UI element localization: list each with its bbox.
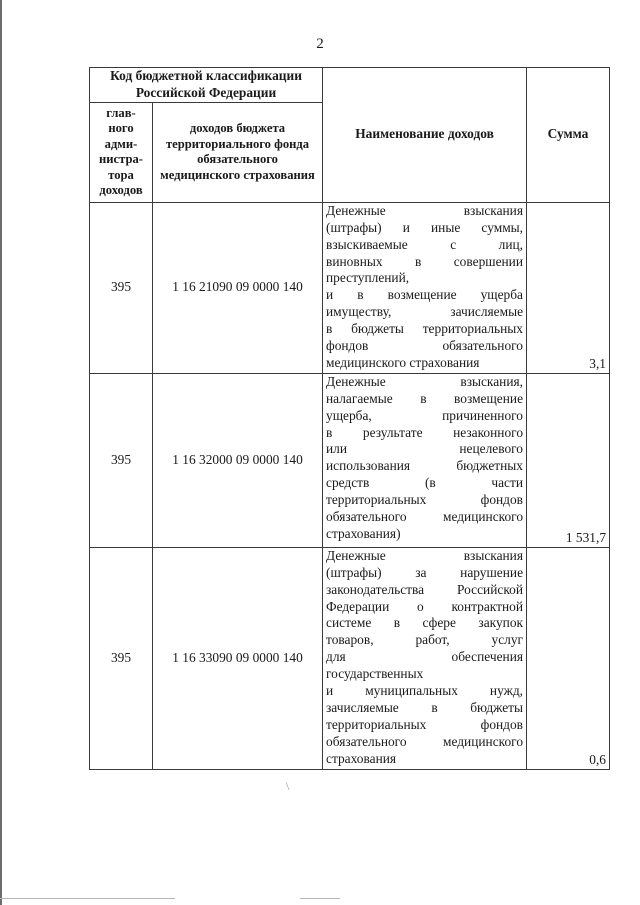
income-name-line: территориальных фондов <box>326 716 524 732</box>
income-name-cell <box>323 547 527 769</box>
income-name-cell <box>323 373 527 547</box>
income-name-line: государственных <box>326 666 424 682</box>
income-name-line: страхования) <box>326 525 401 541</box>
income-name-line: ущерба, причиненного <box>326 407 524 423</box>
header-amount: Сумма <box>527 68 610 203</box>
income-name-line: законодательства Российской <box>326 581 524 597</box>
header-chief-administrator: глав- ного адми- нистра- тора доходов <box>90 102 153 202</box>
header-income-code: доходов бюджета территориального фонда обязательного медицинского страхования <box>153 102 323 202</box>
income-name-line: в бюджеты территориальных <box>326 321 524 337</box>
scan-artifact: \ <box>286 779 290 793</box>
income-name-line: Денежные взыскания <box>326 547 524 563</box>
income-code-cell: 1 16 32000 09 0000 140 <box>153 373 323 547</box>
scan-left-edge <box>0 0 2 905</box>
income-name-line: территориальных фондов <box>326 492 524 508</box>
page-number: 2 <box>316 36 324 52</box>
income-name-line: Денежные взыскания <box>326 202 524 218</box>
income-code-cell: 1 16 21090 09 0000 140 <box>153 202 323 373</box>
amount-cell: 1 531,7 <box>527 373 610 547</box>
income-name-line: товаров, работ, услуг <box>326 632 524 648</box>
income-name-line: для обеспечения <box>326 649 524 665</box>
admin-code-cell: 395 <box>90 202 153 373</box>
income-name-line: имуществу, зачисляемые <box>326 304 524 320</box>
income-name-line: (штрафы) и иные суммы, <box>326 219 524 235</box>
income-name-line: (штрафы) за нарушение <box>326 564 524 580</box>
amount-cell: 3,1 <box>527 202 610 373</box>
income-name-line: страхования <box>326 750 397 766</box>
income-name-line: фондов обязательного <box>326 338 524 354</box>
income-name-line: и муниципальных нужд, <box>326 683 524 699</box>
budget-income-table <box>89 67 610 770</box>
income-name-line: использования бюджетных <box>326 458 524 474</box>
income-name-line: средств (в части <box>326 475 524 491</box>
income-name-line: и в возмещение ущерба <box>326 287 524 303</box>
income-name-line: медицинского страхования <box>326 354 480 370</box>
income-name-cell <box>323 202 527 373</box>
income-name-line: в результате незаконного <box>326 424 524 440</box>
income-name-line: взыскиваемые с лиц, <box>326 236 524 252</box>
income-name-line: обязательного медицинского <box>326 509 524 525</box>
income-name-line: Денежные взыскания, <box>326 373 524 389</box>
income-name-line: Федерации о контрактной <box>326 598 524 614</box>
admin-code-cell: 395 <box>90 547 153 769</box>
table-row <box>90 547 610 769</box>
income-name-line: преступлений, <box>326 270 410 286</box>
income-name-line: налагаемые в возмещение <box>326 390 524 406</box>
income-name-line: или нецелевого <box>326 441 524 457</box>
table-row <box>90 373 610 547</box>
scan-bottom-rule <box>300 898 340 899</box>
income-code-cell: 1 16 33090 09 0000 140 <box>153 547 323 769</box>
amount-cell: 0,6 <box>527 547 610 769</box>
header-classification-code: Код бюджетной классификации Российской Федерации <box>90 68 323 103</box>
table-row <box>90 202 610 373</box>
scan-bottom-rule <box>0 898 175 899</box>
income-name-line: виновных в совершении <box>326 253 524 269</box>
income-name-line: зачисляемые в бюджеты <box>326 699 524 715</box>
header-income-name: Наименование доходов <box>323 68 527 203</box>
income-name-line: обязательного медицинского <box>326 733 524 749</box>
income-name-line: системе в сфере закупок <box>326 615 524 631</box>
admin-code-cell: 395 <box>90 373 153 547</box>
